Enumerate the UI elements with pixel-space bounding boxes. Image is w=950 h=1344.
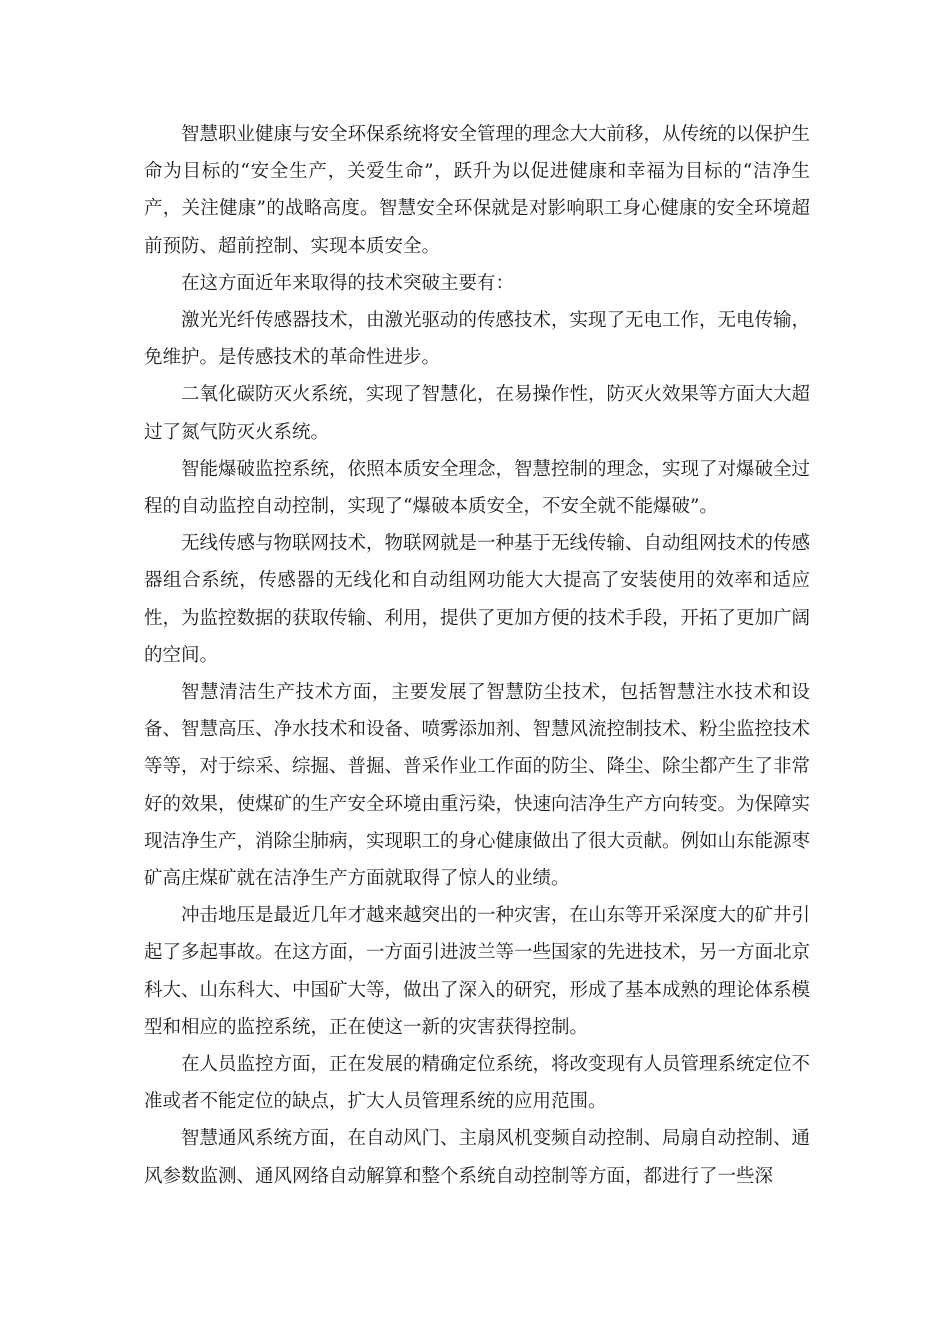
paragraph-intro: 智慧职业健康与安全环保系统将安全管理的理念大大前移，从传统的以保护生命为目标的“安全生产，关爱生命”，跃升为以促进健康和幸福为目标的“洁净生产，关注健康”的战略高度。智慧安全环保就是对影响职工身心健康的安全环境超前预防、超前控制、实现本质安全。 bbox=[144, 124, 811, 257]
paragraph-co2-fire-prevention: 二氧化碳防灭火系统，实现了智慧化，在易操作性，防灭火效果等方面大大超过了氮气防灭火系统。 bbox=[144, 384, 811, 443]
paragraph-wireless-iot: 无线传感与物联网技术，物联网就是一种基于无线传输、自动组网技术的传感器组合系统，传感器的无线化和自动组网功能大大提高了安装使用的效率和适应性，为监控数据的获取传输、利用，提供了更加方便的技术手段，开拓了更加广阔的空间。 bbox=[144, 533, 811, 666]
paragraph-smart-ventilation: 智慧通风系统方面，在自动风门、主扇风机变频自动控制、局扇自动控制、通风参数监测、通风网络自动解算和整个系统自动控制等方面，都进行了一些深 bbox=[144, 1128, 811, 1187]
paragraph-breakthroughs-heading: 在这方面近年来取得的技术突破主要有： bbox=[181, 272, 515, 294]
paragraph-rock-burst: 冲击地压是最近几年才越来越突出的一种灾害，在山东等开采深度大的矿井引起了多起事故。在这方面，一方面引进波兰等一些国家的先进技术，另一方面北京科大、山东科大、中国矿大等，做出了深入的研究，形成了基本成熟的理论体系模型和相应的监控系统，正在使这一新的灾害获得控制。 bbox=[144, 905, 811, 1038]
paragraph-laser-fiber-sensor: 激光光纤传感器技术，由激光驱动的传感技术，实现了无电工作，无电传输，免维护。是传感技术的革命性进步。 bbox=[144, 310, 811, 369]
paragraph-blasting-monitoring: 智能爆破监控系统，依照本质安全理念，智慧控制的理念，实现了对爆破全过程的自动监控自动控制，实现了“爆破本质安全，不安全就不能爆破”。 bbox=[144, 458, 811, 518]
paragraph-personnel-monitoring: 在人员监控方面，正在发展的精确定位系统，将改变现有人员管理系统定位不准或者不能定位的缺点，扩大人员管理系统的应用范围。 bbox=[144, 1054, 811, 1113]
paragraph-clean-production: 智慧清洁生产技术方面，主要发展了智慧防尘技术，包括智慧注水技术和设备、智慧高压、净水技术和设备、喷雾添加剂、智慧风流控制技术、粉尘监控技术等等，对于综采、综掘、普掘、普采作业工作面的防尘、降尘、除尘都产生了非常好的效果，使煤矿的生产安全环境由重污染，快速向洁净生产方向转变。为保障实现洁净生产，消除尘肺病，实现职工的身心健康做出了很大贡献。例如山东能源枣矿高庄煤矿就在洁净生产方面就取得了惊人的业绩。 bbox=[144, 682, 811, 890]
document-body bbox=[144, 116, 810, 1195]
